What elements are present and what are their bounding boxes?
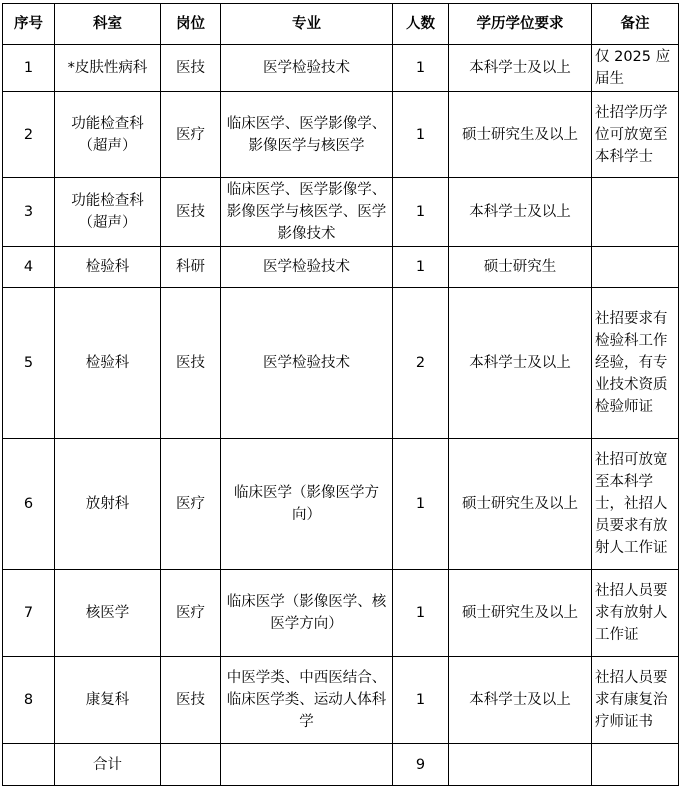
cell-count: 1 <box>393 178 449 247</box>
cell-major: 临床医学（影像医学方向） <box>221 439 393 570</box>
cell-index: 4 <box>3 247 55 288</box>
cell-major: 临床医学、医学影像学、影像医学与核医学 <box>221 92 393 178</box>
cell-note: 仅 2025 应届生 <box>592 45 679 92</box>
table-row <box>3 657 679 744</box>
cell-position: 医技 <box>161 657 221 744</box>
table-row <box>3 45 679 92</box>
cell-degree: 本科学士及以上 <box>449 288 592 439</box>
cell-note <box>592 178 679 247</box>
cell-index: 3 <box>3 178 55 247</box>
cell-position: 医疗 <box>161 439 221 570</box>
cell-note: 社招要求有检验科工作经验，有专业技术资质检验师证 <box>592 288 679 439</box>
cell-major: 医学检验技术 <box>221 247 393 288</box>
cell-degree: 本科学士及以上 <box>449 657 592 744</box>
cell-count: 1 <box>393 570 449 657</box>
total-row <box>3 744 679 786</box>
cell-degree: 硕士研究生 <box>449 247 592 288</box>
cell-note: 社招可放宽至本科学士，社招人员要求有放射人工作证 <box>592 439 679 570</box>
cell-count: 1 <box>393 439 449 570</box>
cell-note: 社招人员要求有康复治疗师证书 <box>592 657 679 744</box>
cell-index: 2 <box>3 92 55 178</box>
cell-degree: 硕士研究生及以上 <box>449 92 592 178</box>
table-row <box>3 570 679 657</box>
cell-index: 5 <box>3 288 55 439</box>
col-header-index: 序号 <box>3 4 55 45</box>
cell-department: 康复科 <box>55 657 161 744</box>
cell-department: 检验科 <box>55 288 161 439</box>
cell-department: 放射科 <box>55 439 161 570</box>
cell-department: 检验科 <box>55 247 161 288</box>
cell-department: 功能检查科（超声） <box>55 178 161 247</box>
cell-degree <box>449 744 592 786</box>
table-row <box>3 92 679 178</box>
col-header-count: 人数 <box>393 4 449 45</box>
cell-count: 1 <box>393 657 449 744</box>
cell-position: 医疗 <box>161 570 221 657</box>
total-label: 合计 <box>55 744 161 786</box>
cell-major: 临床医学（影像医学、核医学方向） <box>221 570 393 657</box>
cell-count: 1 <box>393 45 449 92</box>
header-row <box>3 4 679 45</box>
table-row <box>3 247 679 288</box>
cell-note <box>592 247 679 288</box>
cell-note <box>592 744 679 786</box>
cell-index: 1 <box>3 45 55 92</box>
recruitment-table <box>2 3 679 786</box>
cell-note: 社招人员要求有放射人工作证 <box>592 570 679 657</box>
cell-department: 功能检查科（超声） <box>55 92 161 178</box>
cell-index: 6 <box>3 439 55 570</box>
cell-position <box>161 744 221 786</box>
cell-note: 社招学历学位可放宽至本科学士 <box>592 92 679 178</box>
cell-major: 中医学类、中西医结合、临床医学类、运动人体科学 <box>221 657 393 744</box>
cell-index <box>3 744 55 786</box>
cell-major <box>221 744 393 786</box>
table-row <box>3 288 679 439</box>
cell-position: 医技 <box>161 178 221 247</box>
col-header-position: 岗位 <box>161 4 221 45</box>
col-header-degree: 学历学位要求 <box>449 4 592 45</box>
total-count: 9 <box>393 744 449 786</box>
cell-degree: 硕士研究生及以上 <box>449 570 592 657</box>
table-row <box>3 178 679 247</box>
cell-department: *皮肤性病科 <box>55 45 161 92</box>
cell-index: 7 <box>3 570 55 657</box>
cell-position: 科研 <box>161 247 221 288</box>
col-header-note: 备注 <box>592 4 679 45</box>
cell-department: 核医学 <box>55 570 161 657</box>
cell-major: 医学检验技术 <box>221 288 393 439</box>
cell-major: 医学检验技术 <box>221 45 393 92</box>
cell-degree: 硕士研究生及以上 <box>449 439 592 570</box>
cell-degree: 本科学士及以上 <box>449 178 592 247</box>
cell-count: 2 <box>393 288 449 439</box>
cell-position: 医技 <box>161 45 221 92</box>
col-header-department: 科室 <box>55 4 161 45</box>
cell-count: 1 <box>393 92 449 178</box>
cell-major: 临床医学、医学影像学、影像医学与核医学、医学影像技术 <box>221 178 393 247</box>
cell-position: 医疗 <box>161 92 221 178</box>
table-row <box>3 439 679 570</box>
col-header-major: 专业 <box>221 4 393 45</box>
cell-index: 8 <box>3 657 55 744</box>
cell-position: 医技 <box>161 288 221 439</box>
cell-degree: 本科学士及以上 <box>449 45 592 92</box>
cell-count: 1 <box>393 247 449 288</box>
